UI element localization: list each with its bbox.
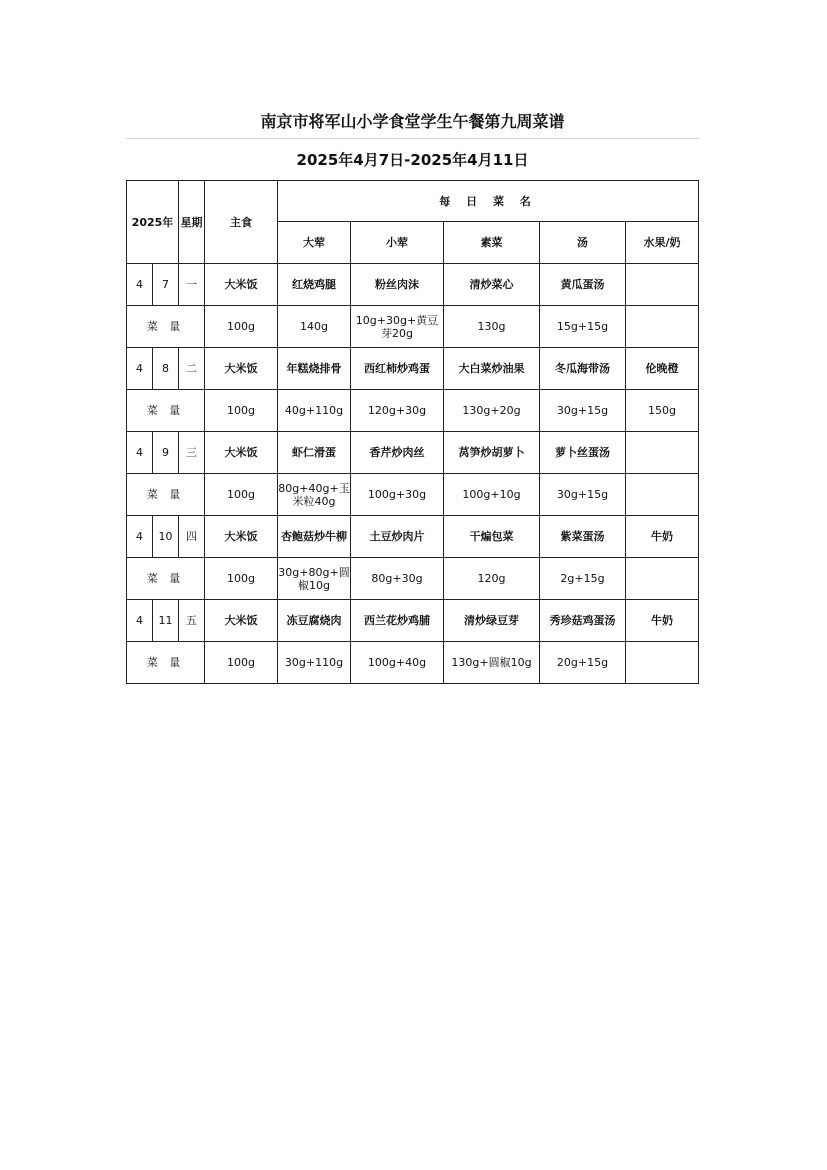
cell-soup: 冬瓜海带汤 bbox=[540, 348, 626, 390]
cell-main-meat: 杏鲍菇炒牛柳 bbox=[278, 516, 351, 558]
table-row bbox=[127, 306, 699, 348]
cell-main-meat: 红烧鸡腿 bbox=[278, 264, 351, 306]
cell-qty-label: 菜 量 bbox=[127, 474, 205, 516]
table-row bbox=[127, 516, 699, 558]
cell-qty-label: 菜 量 bbox=[127, 642, 205, 684]
cell-day: 10 bbox=[153, 516, 179, 558]
cell-month: 4 bbox=[127, 432, 153, 474]
table-row bbox=[127, 558, 699, 600]
cell-fruit-milk: 牛奶 bbox=[626, 516, 699, 558]
cell-day: 8 bbox=[153, 348, 179, 390]
cell-side-meat-qty: 80g+30g bbox=[351, 558, 444, 600]
cell-soup-qty: 30g+15g bbox=[540, 474, 626, 516]
cell-side-meat-qty: 100g+40g bbox=[351, 642, 444, 684]
table-row bbox=[127, 600, 699, 642]
cell-staple: 大米饭 bbox=[205, 432, 278, 474]
cell-main-meat: 年糕烧排骨 bbox=[278, 348, 351, 390]
cell-main-meat-qty: 140g bbox=[278, 306, 351, 348]
cell-vegetable-qty: 120g bbox=[444, 558, 540, 600]
cell-main-meat: 虾仁滑蛋 bbox=[278, 432, 351, 474]
cell-staple: 大米饭 bbox=[205, 600, 278, 642]
cell-soup: 秀珍菇鸡蛋汤 bbox=[540, 600, 626, 642]
cell-day: 9 bbox=[153, 432, 179, 474]
page-title: 南京市将军山小学食堂学生午餐第九周菜谱 bbox=[126, 102, 699, 139]
cell-weekday: 一 bbox=[179, 264, 205, 306]
cell-weekday: 二 bbox=[179, 348, 205, 390]
header-staple: 主食 bbox=[205, 181, 278, 264]
cell-soup: 黄瓜蛋汤 bbox=[540, 264, 626, 306]
table-row bbox=[127, 474, 699, 516]
cell-vegetable: 大白菜炒油果 bbox=[444, 348, 540, 390]
cell-staple-qty: 100g bbox=[205, 390, 278, 432]
cell-fruit-milk-qty bbox=[626, 558, 699, 600]
cell-staple: 大米饭 bbox=[205, 348, 278, 390]
cell-side-meat: 香芹炒肉丝 bbox=[351, 432, 444, 474]
table-row bbox=[127, 642, 699, 684]
cell-vegetable: 莴笋炒胡萝卜 bbox=[444, 432, 540, 474]
cell-soup: 萝卜丝蛋汤 bbox=[540, 432, 626, 474]
cell-vegetable-qty: 130g+20g bbox=[444, 390, 540, 432]
header-daily-dishes: 每 日 菜 名 bbox=[278, 181, 699, 222]
cell-side-meat-qty: 10g+30g+黄豆芽20g bbox=[351, 306, 444, 348]
cell-staple: 大米饭 bbox=[205, 516, 278, 558]
cell-fruit-milk: 伦晚橙 bbox=[626, 348, 699, 390]
cell-soup-qty: 30g+15g bbox=[540, 390, 626, 432]
cell-qty-label: 菜 量 bbox=[127, 390, 205, 432]
table-row bbox=[127, 432, 699, 474]
cell-staple-qty: 100g bbox=[205, 642, 278, 684]
cell-vegetable: 干煸包菜 bbox=[444, 516, 540, 558]
header-year: 2025年 bbox=[127, 181, 179, 264]
cell-soup-qty: 15g+15g bbox=[540, 306, 626, 348]
header-col-fruit-milk: 水果/奶 bbox=[626, 222, 699, 264]
cell-day: 7 bbox=[153, 264, 179, 306]
date-range: 2025年4月7日-2025年4月11日 bbox=[296, 150, 529, 169]
cell-side-meat: 西兰花炒鸡脯 bbox=[351, 600, 444, 642]
header-col-soup: 汤 bbox=[540, 222, 626, 264]
cell-fruit-milk: 牛奶 bbox=[626, 600, 699, 642]
cell-weekday: 三 bbox=[179, 432, 205, 474]
cell-soup-qty: 20g+15g bbox=[540, 642, 626, 684]
cell-weekday: 四 bbox=[179, 516, 205, 558]
cell-vegetable-qty: 100g+10g bbox=[444, 474, 540, 516]
cell-fruit-milk bbox=[626, 432, 699, 474]
cell-vegetable-qty: 130g+圆椒10g bbox=[444, 642, 540, 684]
cell-soup-qty: 2g+15g bbox=[540, 558, 626, 600]
cell-fruit-milk bbox=[626, 264, 699, 306]
cell-weekday: 五 bbox=[179, 600, 205, 642]
cell-main-meat-qty: 30g+110g bbox=[278, 642, 351, 684]
cell-fruit-milk-qty bbox=[626, 474, 699, 516]
cell-main-meat-qty: 30g+80g+圆椒10g bbox=[278, 558, 351, 600]
header-row-1 bbox=[127, 181, 699, 222]
cell-fruit-milk-qty bbox=[626, 306, 699, 348]
cell-staple-qty: 100g bbox=[205, 306, 278, 348]
table-row bbox=[127, 390, 699, 432]
table-row bbox=[127, 264, 699, 306]
header-col-vegetable: 素菜 bbox=[444, 222, 540, 264]
cell-month: 4 bbox=[127, 348, 153, 390]
cell-staple: 大米饭 bbox=[205, 264, 278, 306]
cell-staple-qty: 100g bbox=[205, 474, 278, 516]
header-col-side-meat: 小荤 bbox=[351, 222, 444, 264]
cell-fruit-milk-qty: 150g bbox=[626, 390, 699, 432]
cell-vegetable: 清炒菜心 bbox=[444, 264, 540, 306]
cell-month: 4 bbox=[127, 264, 153, 306]
cell-day: 11 bbox=[153, 600, 179, 642]
cell-main-meat-qty: 40g+110g bbox=[278, 390, 351, 432]
cell-month: 4 bbox=[127, 516, 153, 558]
cell-side-meat-qty: 120g+30g bbox=[351, 390, 444, 432]
cell-qty-label: 菜 量 bbox=[127, 306, 205, 348]
cell-side-meat: 西红柿炒鸡蛋 bbox=[351, 348, 444, 390]
cell-vegetable-qty: 130g bbox=[444, 306, 540, 348]
cell-main-meat: 冻豆腐烧肉 bbox=[278, 600, 351, 642]
table-row bbox=[127, 348, 699, 390]
cell-qty-label: 菜 量 bbox=[127, 558, 205, 600]
header-weekday: 星期 bbox=[179, 181, 205, 264]
cell-vegetable: 清炒绿豆芽 bbox=[444, 600, 540, 642]
cell-month: 4 bbox=[127, 600, 153, 642]
cell-side-meat-qty: 100g+30g bbox=[351, 474, 444, 516]
cell-fruit-milk-qty bbox=[626, 642, 699, 684]
menu-table bbox=[126, 180, 699, 684]
cell-side-meat: 粉丝肉沫 bbox=[351, 264, 444, 306]
header-col-main-meat: 大荤 bbox=[278, 222, 351, 264]
cell-main-meat-qty: 80g+40g+玉米粒40g bbox=[278, 474, 351, 516]
cell-side-meat: 土豆炒肉片 bbox=[351, 516, 444, 558]
cell-staple-qty: 100g bbox=[205, 558, 278, 600]
cell-soup: 紫菜蛋汤 bbox=[540, 516, 626, 558]
